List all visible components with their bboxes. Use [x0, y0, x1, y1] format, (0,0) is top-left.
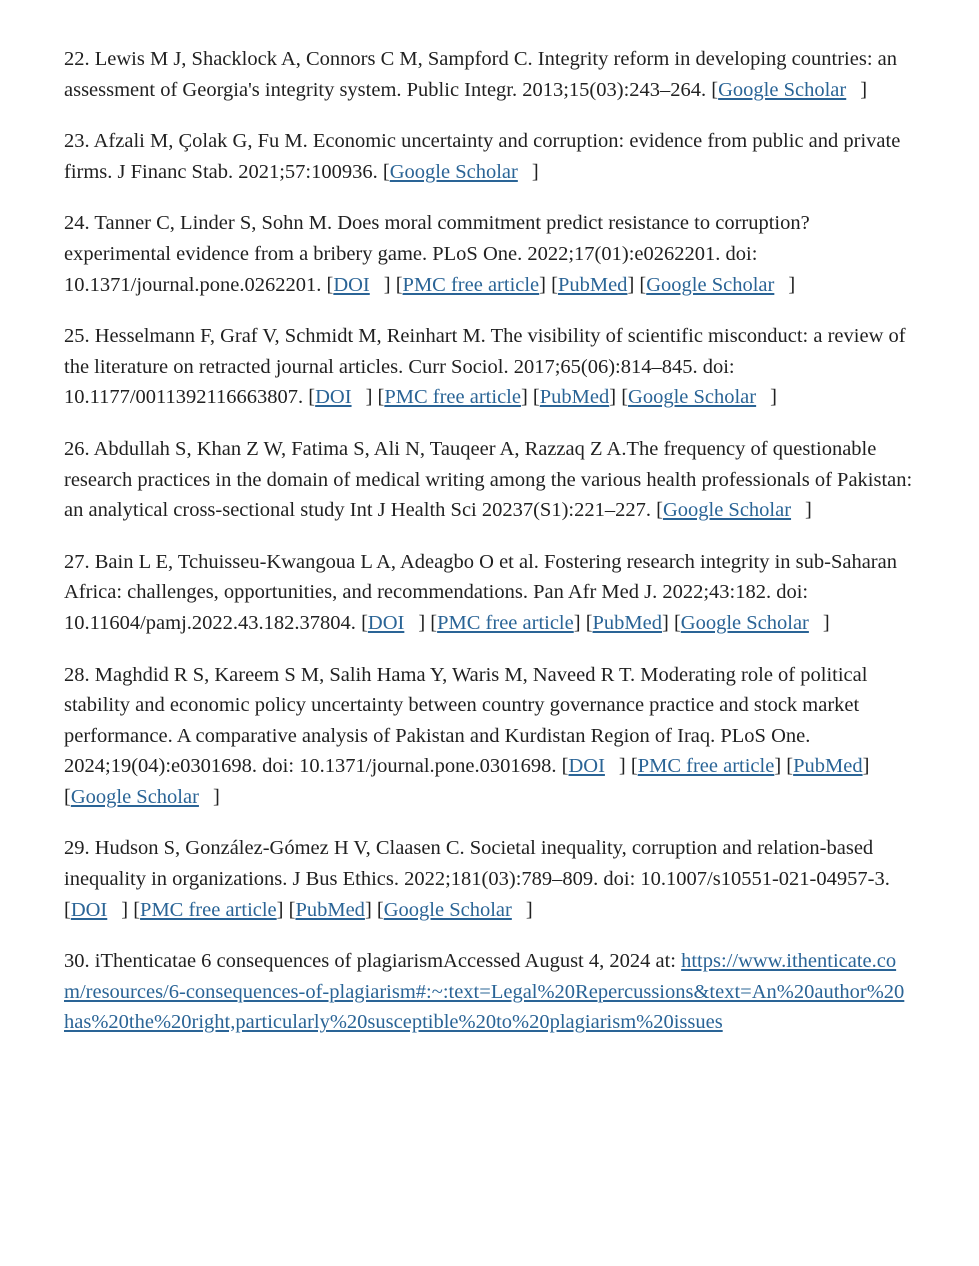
reference-item: 28. Maghdid R S, Kareem S M, Salih Hama Y, Waris M, Naveed R T. Moderating role of political stability and economic policy uncertainty between country governance practice and stock market performance. A comparative analysis of Pakistan and Kurdistan Region of Iraq. PLoS One. 2024;19(04):e0301698. doi: 10.1371/journal.pone.0301698. [DOI ] [PMC free article] [PubMed] [Google Scholar ] [64, 663, 870, 808]
google-scholar-link[interactable]: Google Scholar [646, 273, 775, 296]
doi-link[interactable]: DOI [568, 755, 605, 778]
google-scholar-link[interactable]: Google Scholar [662, 499, 792, 522]
reference-number: 26. [64, 437, 90, 460]
reference-list [64, 44, 914, 1059]
reference-number: 25. [64, 325, 90, 348]
reference-item [64, 946, 914, 1038]
pmc-free-article-link[interactable]: PMC free article [402, 273, 540, 296]
pmc-free-article-link[interactable]: PMC free article [140, 898, 277, 921]
google-scholar-link[interactable]: Google Scholar [383, 898, 512, 921]
reference-text: Afzali M, Çolak G, Fu M. Economic uncertainty and corruption: evidence from public and private firms. J Financ Stab. 2021;57:100936. [64, 130, 901, 183]
doi-link[interactable]: DOI [367, 611, 405, 634]
reference-text: iThenticatae 6 consequences of plagiarismAccessed August 4, 2024 at: [94, 950, 676, 973]
google-scholar-link[interactable]: Google Scholar [628, 386, 757, 409]
reference-number: 30. [64, 950, 90, 973]
pubmed-link[interactable]: PubMed [793, 755, 863, 778]
reference-item: 24. Tanner C, Linder S, Sohn M. Does moral commitment predict resistance to corruption? experimental evidence from a bribery game. PLoS One. 2022;17(01):e0262201. doi: 10.1371/journal.pone.0262201. [DOI ] [PMC free article] [PubMed] [Google Scholar ] [64, 212, 810, 296]
doi-link[interactable]: DOI [70, 898, 108, 921]
reference-item: 22. Lewis M J, Shacklock A, Connors C M, Sampford C. Integrity reform in developing countries: an assessment of Georgia's integrity system. Public Integr. 2013;15(03):243–264. [Google Scholar ] [64, 48, 897, 101]
google-scholar-link[interactable]: Google Scholar [70, 785, 199, 808]
reference-text: Lewis M J, Shacklock A, Connors C M, Sampford C. Integrity reform in developing countries: an assessment of Georgia's integrity system. Public Integr. 2013;15(03):243–264. [64, 48, 897, 101]
google-scholar-link[interactable]: Google Scholar [680, 611, 809, 634]
reference-text: Abdullah S, Khan Z W, Fatima S, Ali N, Tauqeer A, Razzaq Z A.The frequency of questionable research practices in the domain of medical writing among the various health professionals of Pakistan: an analytical cross-sectional study Int J Health Sci 20237(S1):221–227. [64, 437, 913, 522]
reference-number: 29. [64, 837, 90, 860]
reference-item: 23. Afzali M, Çolak G, Fu M. Economic uncertainty and corruption: evidence from public and private firms. J Financ Stab. 2021;57:100936. [Google Scholar ] [64, 130, 901, 183]
reference-item: 25. Hesselmann F, Graf V, Schmidt M, Reinhart M. The visibility of scientific misconduct: a review of the literature on retracted journal articles. Curr Sociol. 2017;65(06):814–845. doi: 10.1177/0011392116663807. [DOI ] [PMC free article] [PubMed] [Google Scholar ] [64, 325, 906, 409]
pubmed-link[interactable]: PubMed [557, 273, 628, 296]
reference-text: Hesselmann F, Graf V, Schmidt M, Reinhart M. The visibility of scientific misconduct: a review of the literature on retracted journal articles. Curr Sociol. 2017;65(06):814–845. doi: 10.1177/0011392116663807. [64, 325, 906, 409]
pubmed-link[interactable]: PubMed [539, 386, 610, 409]
reference-number: 23. [64, 130, 90, 153]
reference-item: 26. Abdullah S, Khan Z W, Fatima S, Ali N, Tauqeer A, Razzaq Z A.The frequency of questionable research practices in the domain of medical writing among the various health professionals of Pakistan: an analytical cross-sectional study Int J Health Sci 20237(S1):221–227. [Google Scholar ] [64, 437, 913, 522]
doi-link[interactable]: DOI [315, 386, 352, 409]
pmc-free-article-link[interactable]: PMC free article [637, 755, 775, 778]
reference-item: 29. Hudson S, González-Gómez H V, Claasen C. Societal inequality, corruption and relation-based inequality in organizations. J Bus Ethics. 2022;181(03):789–809. doi: 10.1007/s10551-021-04957-3. [DOI ] [PMC free article] [PubMed] [Google Scholar ] [64, 837, 890, 921]
doi-link[interactable]: DOI [333, 273, 370, 296]
reference-url-link[interactable]: https://www.ithenticate.com/resources/6-consequences-of-plagiarism#:~:text=Legal%20Repercussions&text=An%20author%20has%20the%20right,particularly%20susceptible%20to%20plagiarism%20issues [64, 950, 905, 1034]
reference-text: Bain L E, Tchuisseu-Kwangoua L A, Adeagbo O et al. Fostering research integrity in sub-Saharan Africa: challenges, opportunities, and recommendations. Pan Afr Med J. 2022;43:182. doi: 10.11604/pamj.2022.43.182.37804. [64, 550, 897, 634]
reference-text: Tanner C, Linder S, Sohn M. Does moral commitment predict resistance to corruption? experimental evidence from a bribery game. PLoS One. 2022;17(01):e0262201. doi: 10.1371/journal.pone.0262201. [64, 212, 810, 296]
reference-item: 27. Bain L E, Tchuisseu-Kwangoua L A, Adeagbo O et al. Fostering research integrity in sub-Saharan Africa: challenges, opportunities, and recommendations. Pan Afr Med J. 2022;43:182. doi: 10.11604/pamj.2022.43.182.37804. [DOI ] [PMC free article] [PubMed] [Google Scholar ] [64, 550, 897, 634]
reference-text: Hudson S, González-Gómez H V, Claasen C. Societal inequality, corruption and relation-based inequality in organizations. J Bus Ethics. 2022;181(03):789–809. doi: 10.1007/s10551-021-04957-3. [64, 837, 890, 891]
reference-text: Maghdid R S, Kareem S M, Salih Hama Y, Waris M, Naveed R T. Moderating role of political stability and economic policy uncertainty between country governance practice and stock market performance. A comparative analysis of Pakistan and Kurdistan Region of Iraq. PLoS One. 2024;19(04):e0301698. doi: 10.1371/journal.pone.0301698. [64, 663, 868, 778]
reference-number: 27. [64, 550, 90, 573]
pmc-free-article-link[interactable]: PMC free article [437, 611, 574, 634]
google-scholar-link[interactable]: Google Scholar [718, 78, 847, 101]
reference-number: 22. [64, 48, 90, 70]
pubmed-link[interactable]: PubMed [295, 898, 365, 921]
reference-number: 28. [64, 663, 90, 686]
pubmed-link[interactable]: PubMed [592, 611, 662, 634]
pmc-free-article-link[interactable]: PMC free article [384, 386, 521, 409]
google-scholar-link[interactable]: Google Scholar [389, 160, 518, 183]
reference-number: 24. [64, 212, 90, 235]
